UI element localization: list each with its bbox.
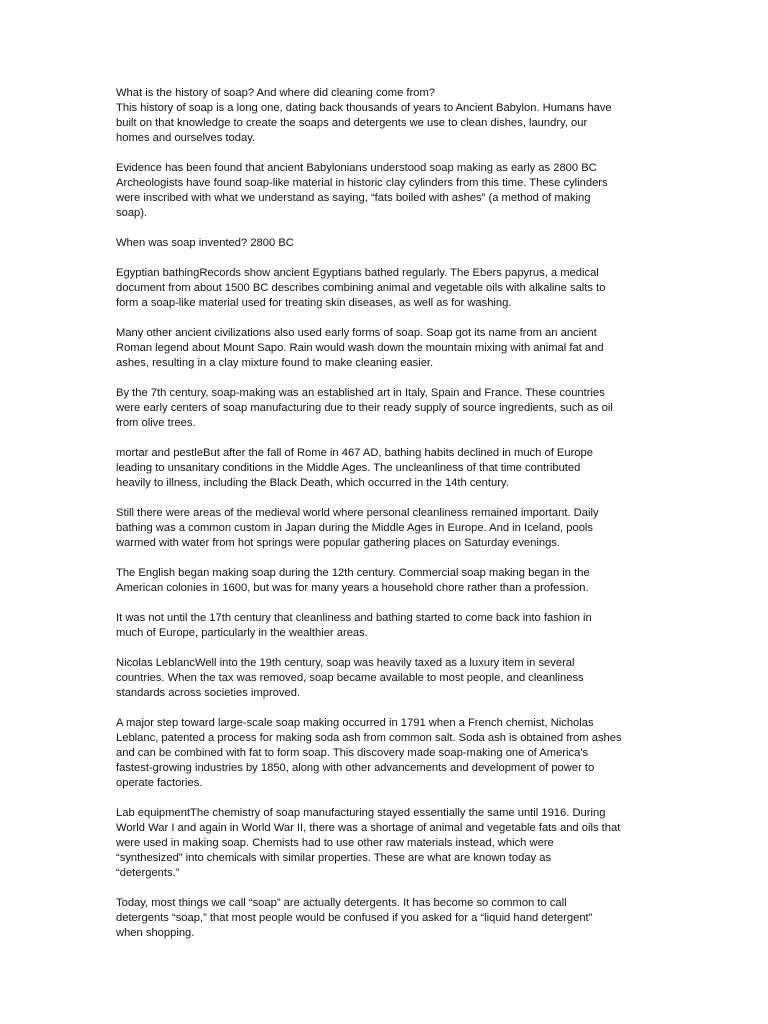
text-line: heavily to illness, including the Black Death, which occurred in the 14th century.: [116, 477, 509, 489]
paragraph-civilizations: [116, 326, 656, 371]
text-line: World War I and again in World War II, there was a shortage of animal and vegetable fats and oils that: [116, 822, 621, 834]
paragraph-fall-of-rome: [116, 446, 656, 491]
paragraph-detergents-origin: [116, 806, 656, 881]
document-page: [116, 86, 656, 956]
text-line: homes and ourselves today.: [116, 132, 256, 144]
text-line: This history of soap is a long one, dating back thousands of years to Ancient Babylon. Humans have: [116, 102, 612, 114]
paragraph-intro: [116, 86, 656, 146]
text-line: warmed with water from hot springs were popular gathering places on Saturday evenings.: [116, 537, 561, 549]
text-line: Still there were areas of the medieval world where personal cleanliness remained important. Daily: [116, 507, 599, 519]
text-line: Roman legend about Mount Sapo. Rain would wash down the mountain mixing with animal fat and: [116, 342, 604, 354]
text-line: Leblanc, patented a process for making soda ash from common salt. Soda ash is obtained from ashes: [116, 732, 622, 744]
text-line: A major step toward large-scale soap making occurred in 1791 when a French chemist, Nicholas: [116, 717, 594, 729]
text-line: mortar and pestleBut after the fall of Rome in 467 AD, bathing habits declined in much of Europe: [116, 447, 593, 459]
text-line: were used in making soap. Chemists had to use other raw materials instead, which were: [116, 837, 554, 849]
text-line: detergents “soap,” that most people would be confused if you asked for a “liquid hand detergent”: [116, 912, 593, 924]
text-line: ashes, resulting in a clay mixture found to make cleaning easier.: [116, 357, 434, 369]
paragraph-today: [116, 896, 656, 941]
text-line: soap).: [116, 207, 148, 219]
text-line: Lab equipmentThe chemistry of soap manufacturing stayed essentially the same until 1916. During: [116, 807, 606, 819]
text-line: By the 7th century, soap-making was an established art in Italy, Spain and France. These countries: [116, 387, 605, 399]
text-line: when shopping.: [116, 927, 195, 939]
text-line: The English began making soap during the 12th century. Commercial soap making began in the: [116, 567, 590, 579]
text-line: Nicolas LeblancWell into the 19th century, soap was heavily taxed as a luxury item in several: [116, 657, 575, 669]
text-line: operate factories.: [116, 777, 203, 789]
text-line: “synthesized” into chemicals with similar properties. These are what are known today as: [116, 852, 552, 864]
text-line: were early centers of soap manufacturing due to their ready supply of source ingredients, such as oil: [116, 402, 613, 414]
paragraph-egyptian: [116, 266, 656, 311]
text-line: standards across societies improved.: [116, 687, 301, 699]
paragraph-babylonians: [116, 161, 656, 221]
text-line: document from about 1500 BC describes combining animal and vegetable oils with alkaline salts to: [116, 282, 606, 294]
text-line: fastest-growing industries by 1850, along with other advancements and development of power to: [116, 762, 595, 774]
text-line: Archeologists have found soap-like material in historic clay cylinders from this time. These cylinders: [116, 177, 608, 189]
text-line: were inscribed with what we understand as saying, “fats boiled with ashes” (a method of making: [116, 192, 591, 204]
paragraph-17th-century: [116, 611, 656, 641]
paragraph-english: [116, 566, 656, 596]
text-line: American colonies in 1600, but was for many years a household chore rather than a profession.: [116, 582, 589, 594]
text-line: It was not until the 17th century that cleanliness and bathing started to come back into fashion in: [116, 612, 592, 624]
text-line: “detergents.”: [116, 867, 180, 879]
text-line: much of Europe, particularly in the wealthier areas.: [116, 627, 368, 639]
text-line: from olive trees.: [116, 417, 196, 429]
text-line: Evidence has been found that ancient Babylonians understood soap making as early as 2800 BC: [116, 162, 597, 174]
paragraph-invented: [116, 236, 656, 251]
text-line: Today, most things we call “soap” are actually detergents. It has become so common to call: [116, 897, 567, 909]
text-line: Many other ancient civilizations also used early forms of soap. Soap got its name from an ancient: [116, 327, 597, 339]
text-line: leading to unsanitary conditions in the Middle Ages. The uncleanliness of that time contributed: [116, 462, 581, 474]
text-line: What is the history of soap? And where did cleaning come from?: [116, 87, 436, 99]
paragraph-7th-century: [116, 386, 656, 431]
text-line: and can be combined with fat to form soap. This discovery made soap-making one of America's: [116, 747, 589, 759]
text-line: countries. When the tax was removed, soap became available to most people, and cleanliness: [116, 672, 584, 684]
paragraph-19th-century: [116, 656, 656, 701]
paragraph-medieval: [116, 506, 656, 551]
paragraph-leblanc: [116, 716, 656, 791]
text-line: Egyptian bathingRecords show ancient Egyptians bathed regularly. The Ebers papyrus, a medical: [116, 267, 599, 279]
text-line: form a soap-like material used for treating skin diseases, as well as for washing.: [116, 297, 512, 309]
text-line: When was soap invented? 2800 BC: [116, 237, 294, 249]
text-line: built on that knowledge to create the soaps and detergents we use to clean dishes, laundry, our: [116, 117, 588, 129]
text-line: bathing was a common custom in Japan during the Middle Ages in Europe. And in Iceland, pools: [116, 522, 594, 534]
